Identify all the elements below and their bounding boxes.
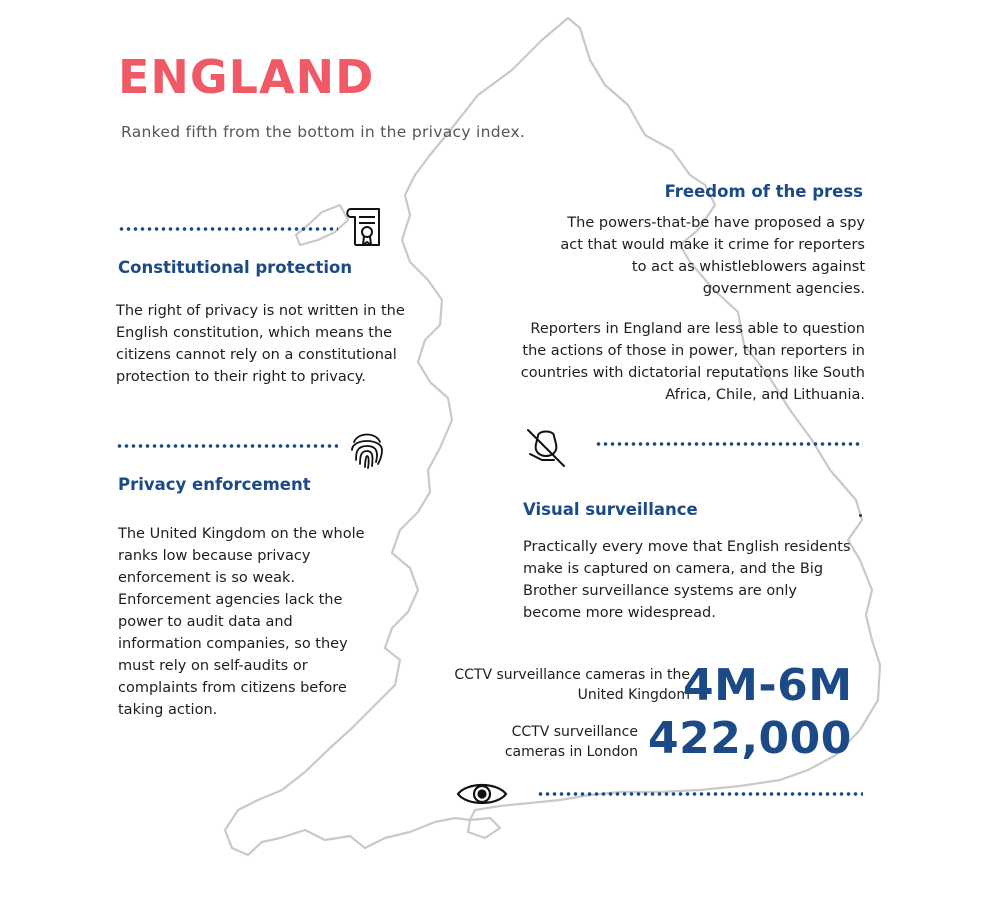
section-body-surveillance: Practically every move that English residents make is captured on camera, and the Big Brother surveillance systems are only become more widespread. bbox=[523, 539, 851, 621]
fingerprint-icon bbox=[344, 426, 390, 472]
section-heading-enforcement: Privacy enforcement bbox=[118, 475, 311, 494]
section-body-press-1: The powers-that-be have proposed a spy act that would make it crime for reporters to act as whistleblowers against government agencies. bbox=[560, 215, 865, 297]
silenced-speaker-icon bbox=[524, 424, 570, 470]
stat-label-london: CCTV surveillance cameras in London bbox=[504, 724, 638, 760]
divider-dots bbox=[595, 442, 863, 446]
divider-dots bbox=[118, 227, 338, 231]
stat-value-london: 422,000 bbox=[648, 713, 852, 764]
scroll-certificate-icon bbox=[343, 205, 389, 251]
divider-dots bbox=[537, 792, 863, 796]
eye-icon bbox=[455, 771, 509, 817]
section-body-press-2: Reporters in England are less able to question the actions of those in power, than reporters in countries with dictatorial reputations like South Africa, Chile, and Lithuania. bbox=[520, 321, 865, 403]
section-heading-surveillance: Visual surveillance bbox=[523, 500, 698, 519]
divider-dots bbox=[116, 444, 338, 448]
page-subtitle: Ranked fifth from the bottom in the privacy index. bbox=[121, 123, 526, 141]
stat-label-uk: CCTV surveillance cameras in the United Kingdom bbox=[454, 667, 690, 703]
section-heading-constitutional: Constitutional protection bbox=[118, 258, 353, 277]
section-body-enforcement: The United Kingdom on the whole ranks low because privacy enforcement is so weak. Enforcement agencies lack the power to audit data and information companies, so they must rely on self-audits or complaints from citizens before taking action. bbox=[118, 526, 365, 718]
stray-dot bbox=[859, 514, 862, 517]
page-title: ENGLAND bbox=[118, 50, 375, 104]
section-heading-press: Freedom of the press bbox=[664, 182, 863, 201]
stat-value-uk: 4M-6M bbox=[683, 660, 853, 711]
section-body-constitutional: The right of privacy is not written in the English constitution, which means the citizens cannot rely on a constitutional protection to their right to privacy. bbox=[116, 303, 405, 385]
